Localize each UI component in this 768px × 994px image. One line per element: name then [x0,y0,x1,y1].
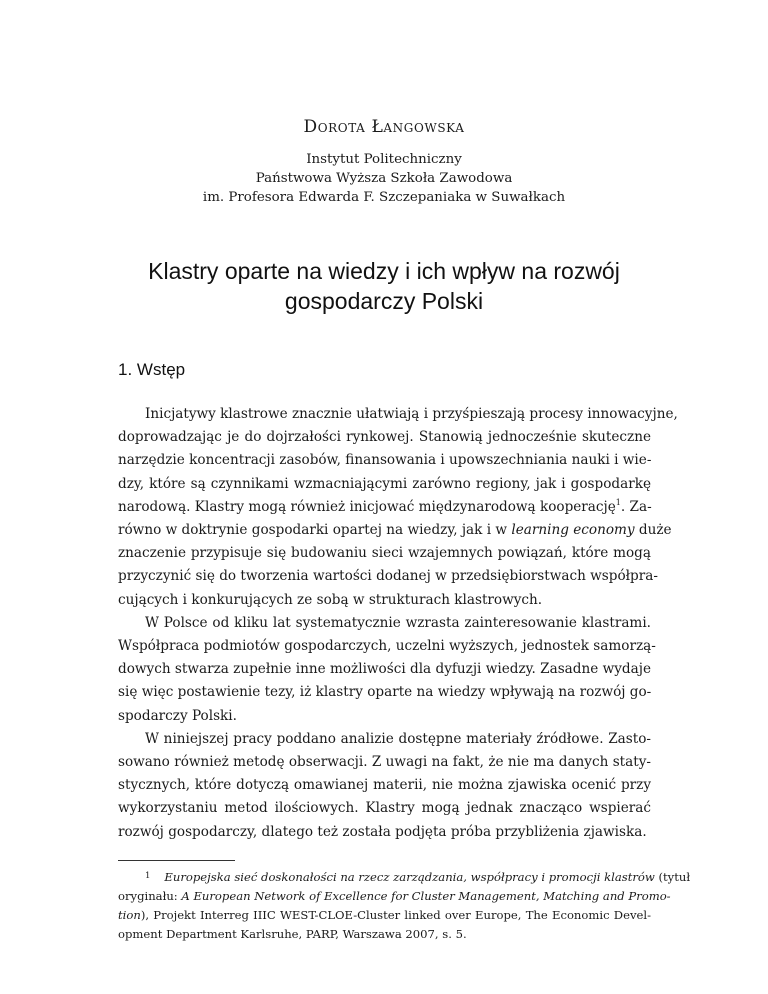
text-line: się więc postawienie tezy, iż klastry oparte na wiedzy wpływają na rozwój go- [118,684,652,701]
footnote-reference[interactable]: 1 [615,497,621,507]
text-line: przyczynić się do tworzenia wartości dodanej w przedsiębiorstwach współpra- [118,568,658,585]
footnote-original-title: A European Network of Excellence for Cluster Management, Matching and Promo- [181,889,671,903]
footnote-line: opment Department Karlsruhe, PARP, Warszawa 2007, s. 5. [118,927,467,941]
author-affiliation [0,150,768,207]
text-line: wykorzystaniu metod ilościowych. Klastry mogą jednak znacząco wspierać [118,800,651,817]
text-run: ), Projekt Interreg IIIC WEST-CLOE-Cluster linked over Europe, The Economic Devel- [140,908,651,922]
body-text [118,403,678,844]
footnote [118,867,691,944]
text-run: . Za- [620,498,652,515]
text-line: znaczenie przypisuje się budowaniu sieci wzajemnych powiązań, które mogą [118,545,651,562]
text-line: cujących i konkurujących ze sobą w strukturach klastrowych. [118,591,543,608]
text-line: sowano również metodę obserwacji. Z uwagi na fakt, że nie ma danych staty- [118,754,651,771]
section-heading [118,360,185,380]
text-line: W niniejszej pracy poddano analizie dostępne materiały źródłowe. Zasto- [145,730,651,747]
title-line: Klastry oparte na wiedzy i ich wpływ na rozwój [148,258,620,284]
footnote-line [118,867,691,887]
text-line: narzędzie koncentracji zasobów, finansowania i upowszechniania nauki i wie- [118,452,652,469]
text-line: dowych stwarza zupełnie inne możliwości dla dyfuzji wiedzy. Zasadne wydaje [118,661,651,678]
text-line: dzy, które są czynnikami wzmacniającymi zarówno regiony, jak i gospodarkę [118,475,651,492]
paper-title [0,256,768,316]
footnote-number: 1 [145,871,151,881]
emphasis-term: learning economy [511,522,635,539]
footnote-line [118,887,671,906]
text-line: rozwój gospodarczy, dlatego też została podjęta próba przybliżenia zjawiska. [118,823,647,840]
footnote-original-title: tion [118,908,141,922]
author-name: Dorota Łangowska [303,117,465,137]
affiliation-line: im. Profesora Edwarda F. Szczepaniaka w Suwałkach [202,190,566,205]
affiliation-line: Państwowa Wyższa Szkoła Zawodowa [255,171,513,186]
text-run: duże [634,522,672,539]
footnote-divider [118,860,235,861]
text-line: Współpraca podmiotów gospodarczych, uczelni wyższych, jednostek samorzą- [118,638,656,655]
text-line: spodarczy Polski. [118,707,237,724]
section-title: Wstęp [136,360,186,379]
footnote-title: Europejska sieć doskonałości na rzecz zarządzania, współpracy i promocji klastrów [164,870,655,884]
title-line: gospodarczy Polski [284,288,484,314]
text-line: Inicjatywy klastrowe znacznie ułatwiają i przyśpieszają procesy innowacyjne, [145,406,678,422]
text-run: oryginału: [118,889,182,903]
text-run: równo w doktrynie gospodarki opartej na wiedzy, jak i w [118,522,512,539]
text-line [118,519,672,542]
text-line [118,496,651,519]
affiliation-line: Instytut Politechniczny [306,152,462,167]
text-line: doprowadzając je do dojrzałości rynkowej. Stanowią jednocześnie skuteczne [118,429,651,446]
text-line: W Polsce od kliku lat systematycznie wzrasta zainteresowanie klastrami. [145,614,651,631]
text-run: narodową. Klastry mogą również inicjować międzynarodową kooperację [118,498,616,515]
footnote-line [118,906,651,925]
section-number: 1. [118,360,133,379]
text-run: (tytuł [654,870,691,884]
text-line: stycznych, które dotyczą omawianej materii, nie można zjawiska ocenić przy [118,777,651,794]
